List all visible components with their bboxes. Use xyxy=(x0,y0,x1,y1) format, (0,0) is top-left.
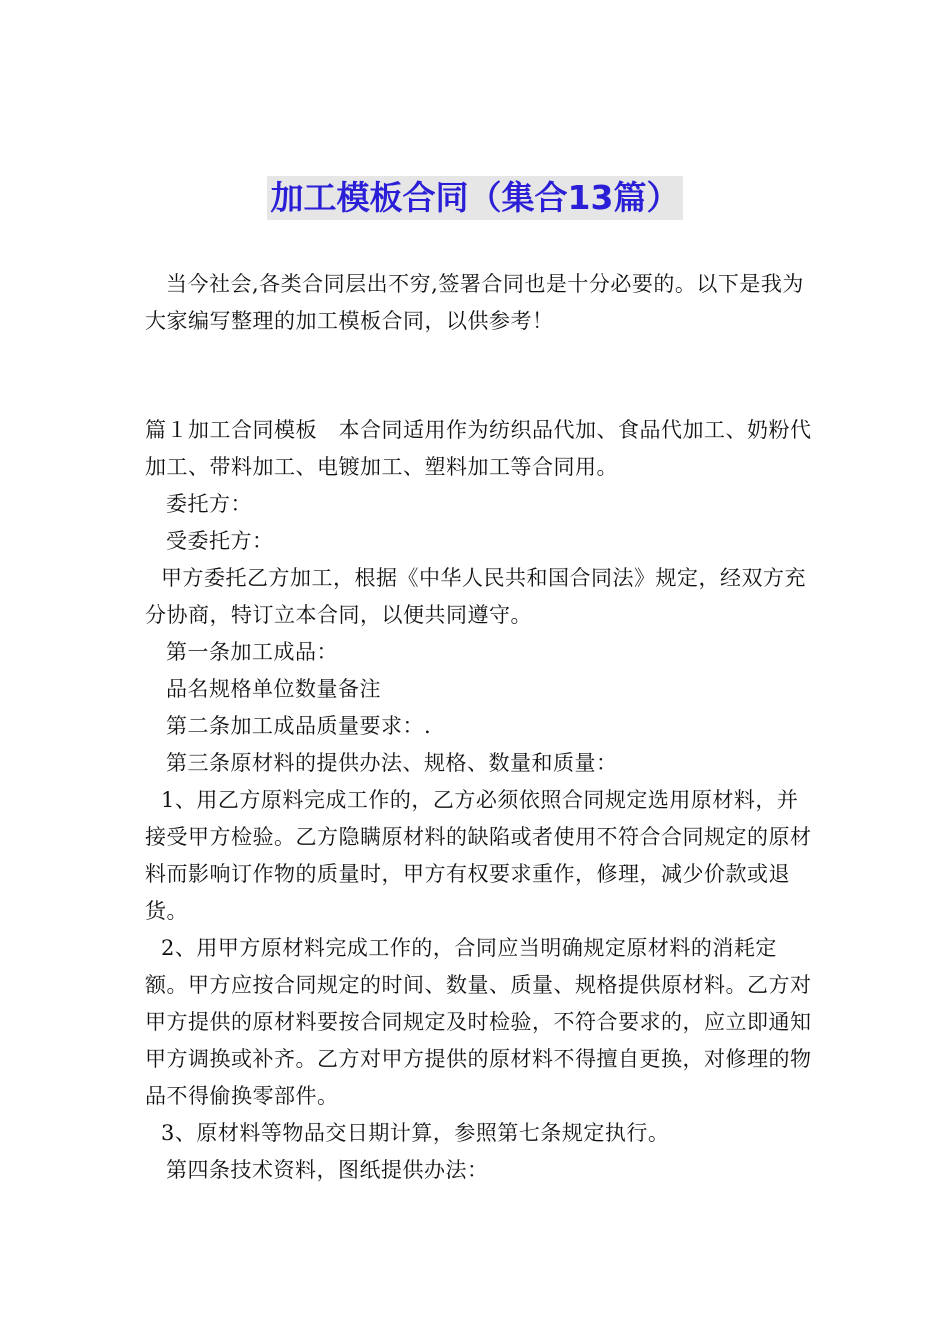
article-3-clause-3: 3、原材料等物品交日期计算，参照第七条规定执行。 xyxy=(161,1121,670,1145)
contract-body xyxy=(145,412,813,1189)
intro-paragraph: 当今社会,各类合同层出不穷,签署合同也是十分必要的。以下是我为大家编写整理的加工模板合同，以供参考！ xyxy=(145,272,804,333)
document-title: 加工模板合同（集合13篇） xyxy=(267,176,684,220)
section-heading-paragraph: 篇１加工合同模板 本合同适用作为纺织品代加、食品代加工、奶粉代加工、带料加工、电镀加工、塑料加工等合同用。 xyxy=(145,418,812,479)
article-1-heading: 第一条加工成品： xyxy=(166,640,338,664)
product-table-header: 品名规格单位数量备注 xyxy=(166,677,381,701)
article-4-heading: 第四条技术资料，图纸提供办法： xyxy=(166,1158,489,1182)
party-a-label: 委托方： xyxy=(166,492,252,516)
article-3-clause-1: 1、用乙方原料完成工作的，乙方必须依照合同规定选用原材料，并接受甲方检验。乙方隐瞒原材料的缺陷或者使用不符合合同规定的原材料而影响订作物的质量时，甲方有权要求重作，修理，减少价款或退货。 xyxy=(145,788,812,923)
party-b-label: 受委托方： xyxy=(166,529,274,553)
article-2-heading: 第二条加工成品质量要求：. xyxy=(166,714,432,738)
article-3-clause-2: 2、用甲方原材料完成工作的，合同应当明确规定原材料的消耗定额。甲方应按合同规定的时间、数量、质量、规格提供原材料。乙方对甲方提供的原材料要按合同规定及时检验，不符合要求的，应立即通知甲方调换或补齐。乙方对甲方提供的原材料不得擅自更换，对修理的物品不得偷换零部件。 xyxy=(145,936,812,1108)
preamble-paragraph: 甲方委托乙方加工，根据《中华人民共和国合同法》规定，经双方充分协商，特订立本合同，以便共同遵守。 xyxy=(145,566,806,627)
intro-section xyxy=(145,266,813,340)
article-3-heading: 第三条原材料的提供办法、规格、数量和质量： xyxy=(166,751,618,775)
title-container xyxy=(0,176,950,220)
